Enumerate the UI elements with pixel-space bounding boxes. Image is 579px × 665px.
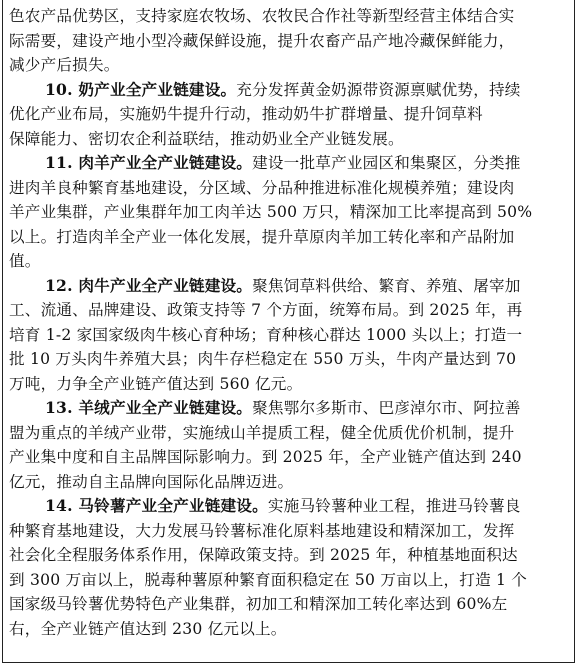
section-heading: 10. 奶产业全产业链建设。: [45, 79, 237, 99]
text-line: 培育 1-2 家国家级肉牛核心育种场；育种核心群达 1000 头以上；打造一: [9, 325, 523, 344]
text-line: 盟为重点的羊绒产业带，实施绒山羊提质工程，健全优质优价机制，提升: [9, 423, 515, 442]
section-heading: 13. 羊绒产业全产业链建设。: [45, 398, 253, 417]
text-line: 社会化全程服务体系作用，保障政策支持。到 2025 年，种植基地面积达: [9, 546, 518, 564]
text-line: 际需要，建设产地小型冷藏保鲜设施，提升农畜产品产地冷藏保鲜能力，: [9, 31, 515, 50]
text-line: 值。: [9, 252, 41, 270]
text-line: 右，全产业链产值达到 230 亿元以上。: [9, 619, 287, 638]
text-line: 聚焦鄂尔多斯市、巴彦淖尔市、阿拉善: [252, 399, 521, 417]
text-line: 产业集中度和自主品牌国际影响力。到 2025 年，全产业链产值达到 240: [9, 448, 522, 466]
text-line: 到 300 万亩以上，脱毒种薯原种繁育面积稳定在 50 万亩以上，打造 1 个: [9, 570, 528, 589]
text-line: 工、流通、品牌建设、政策支持等 7 个方面，统筹布局。到 2025 年，再: [9, 301, 523, 319]
paragraph-14: [9, 494, 568, 641]
section-heading: 11. 肉羊产业全产业链建设。: [45, 153, 253, 172]
text-line: 色农产品优势区，支持家庭农牧场、农牧民合作社等新型经营主体结合实: [9, 7, 515, 25]
paragraph-13: [9, 396, 568, 494]
paragraph-10: [9, 78, 568, 152]
text-line: 减少产后损失。: [9, 56, 120, 74]
text-line: 批 10 万头肉牛养殖大县；肉牛存栏稳定在 550 万头，牛肉产量达到 70: [9, 350, 517, 368]
paragraph-11: [9, 151, 568, 274]
text-line: 国家级马铃薯优势特色产业集群，初加工和精深加工转化率达到 60%左: [9, 595, 508, 613]
text-line: 建设一批草产业园区和集聚区，分类推: [252, 154, 521, 172]
section-heading: 14. 马铃薯产业全产业链建设。: [45, 496, 268, 515]
text-line: 优化产业布局，实施奶牛提升行动，推动奶牛扩群增量、提升饲草料: [9, 105, 483, 123]
text-line: 亿元，推动自主品牌向国际化品牌迈进。: [9, 472, 294, 491]
text-line: 万吨，力争全产业链产值达到 560 亿元。: [9, 374, 303, 393]
text-line: 以上。打造肉羊全产业一体化发展，提升草原肉羊加工转化率和产品附加: [9, 227, 515, 246]
document-body: [9, 4, 568, 641]
text-line: 进肉羊良种繁育基地建设，分区域、分品种推进标准化规模养殖；建设肉: [9, 178, 515, 197]
paragraph-intro: [9, 4, 568, 78]
text-line: 实施马铃薯种业工程，推进马铃薯良: [267, 497, 521, 515]
text-line: 保障能力、密切农企利益联结，推动奶业全产业链发展。: [9, 129, 404, 148]
paragraph-12: [9, 274, 568, 397]
text-line: 羊产业集群，产业集群年加工肉羊达 500 万只，精深加工比率提高到 50%: [9, 203, 533, 221]
section-heading: 12. 肉牛产业全产业链建设。: [45, 275, 253, 295]
text-line: 聚焦饲草料供给、繁育、养殖、屠宰加: [252, 276, 521, 295]
text-line: 充分发挥黄金奶源带资源禀赋优势，持续: [236, 80, 521, 99]
text-line: 种繁育基地建设，大力发展马铃薯标准化原料基地建设和精深加工，发挥: [9, 521, 515, 540]
